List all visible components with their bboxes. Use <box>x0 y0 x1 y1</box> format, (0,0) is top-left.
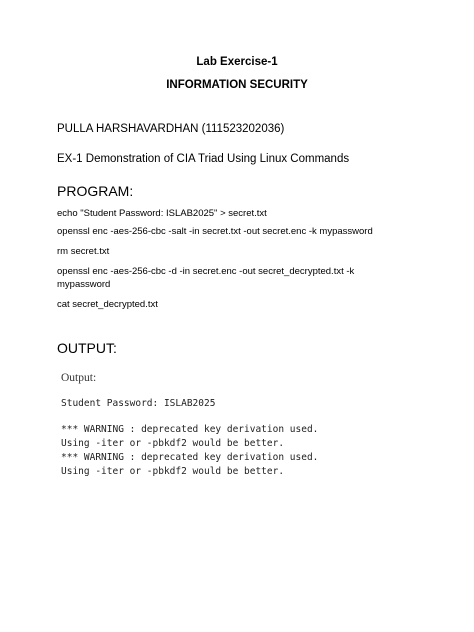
document-title: Lab Exercise-1 <box>196 56 278 68</box>
document-subject: INFORMATION SECURITY <box>166 79 308 91</box>
program-line: openssl enc -aes-256-cbc -d -in secret.enc -out secret_decrypted.txt -k <box>57 266 355 277</box>
output-line: Student Password: ISLAB2025 <box>61 398 216 409</box>
output-heading: OUTPUT: <box>57 340 117 356</box>
program-line: cat secret_decrypted.txt <box>57 299 158 310</box>
output-screenshot <box>57 368 327 488</box>
output-line: Using -iter or -pbkdf2 would be better. <box>61 438 285 449</box>
program-line: rm secret.txt <box>57 246 110 257</box>
output-line: Using -iter or -pbkdf2 would be better. <box>61 466 285 477</box>
output-line: *** WARNING : deprecated key derivation used. <box>61 452 319 463</box>
output-screenshot-title: Output: <box>61 372 97 384</box>
program-line: echo "Student Password: ISLAB2025" > secret.txt <box>57 208 267 219</box>
output-line: *** WARNING : deprecated key derivation used. <box>61 424 319 435</box>
exercise-title: EX-1 Demonstration of CIA Triad Using Linux Commands <box>57 153 350 165</box>
author-line: PULLA HARSHAVARDHAN (111523202036) <box>57 123 285 135</box>
program-line: mypassword <box>57 279 111 290</box>
program-heading: PROGRAM: <box>57 183 134 199</box>
program-line: openssl enc -aes-256-cbc -salt -in secret.txt -out secret.enc -k mypassword <box>57 226 373 237</box>
